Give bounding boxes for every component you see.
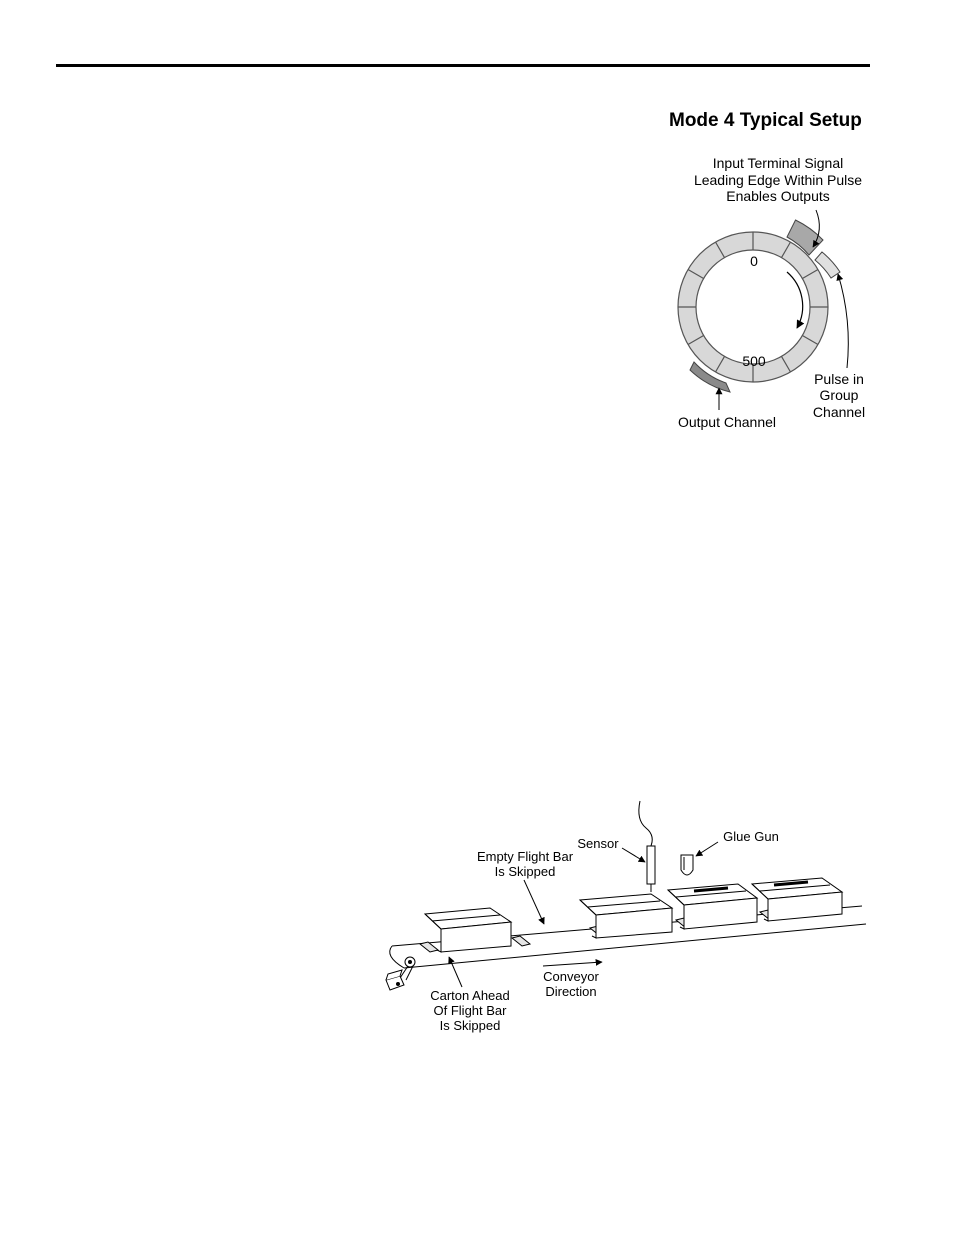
dial-500-label: 500	[742, 353, 766, 369]
direction-label-2: Direction	[545, 984, 597, 999]
glue-gun	[681, 855, 693, 875]
drive-pulley	[386, 957, 415, 990]
input-signal-label-1: Input Terminal Signal	[712, 155, 844, 171]
carton-label-1: Carton Ahead	[430, 988, 510, 1003]
carton-leader	[449, 957, 462, 987]
output-channel-label: Output Channel	[677, 414, 777, 430]
direction-label-1: Conveyor	[543, 969, 599, 984]
empty-flight-leader	[524, 880, 544, 924]
dial-zero-label: 0	[750, 253, 758, 269]
pulse-label-3: Channel	[812, 404, 866, 420]
direction-arrow	[543, 962, 602, 966]
sensor	[639, 801, 655, 892]
sensor-leader	[622, 848, 645, 862]
pulse-label-1: Pulse in	[814, 371, 864, 387]
empty-flight-label-2: Is Skipped	[494, 864, 556, 879]
carton-label-3: Is Skipped	[439, 1018, 501, 1033]
pulse-label-2: Group	[819, 387, 859, 403]
carton-1	[425, 908, 511, 952]
glue-gun-leader	[696, 842, 718, 856]
page-title: Mode 4 Typical Setup	[669, 110, 862, 131]
input-signal-label-3: Enables Outputs	[726, 188, 830, 204]
empty-flight-label-1: Empty Flight Bar	[476, 849, 574, 864]
sensor-label: Sensor	[577, 836, 619, 851]
input-signal-label-2: Leading Edge Within Pulse	[693, 172, 863, 188]
glue-gun-label: Glue Gun	[723, 829, 779, 844]
carton-label-2: Of Flight Bar	[433, 1003, 507, 1018]
